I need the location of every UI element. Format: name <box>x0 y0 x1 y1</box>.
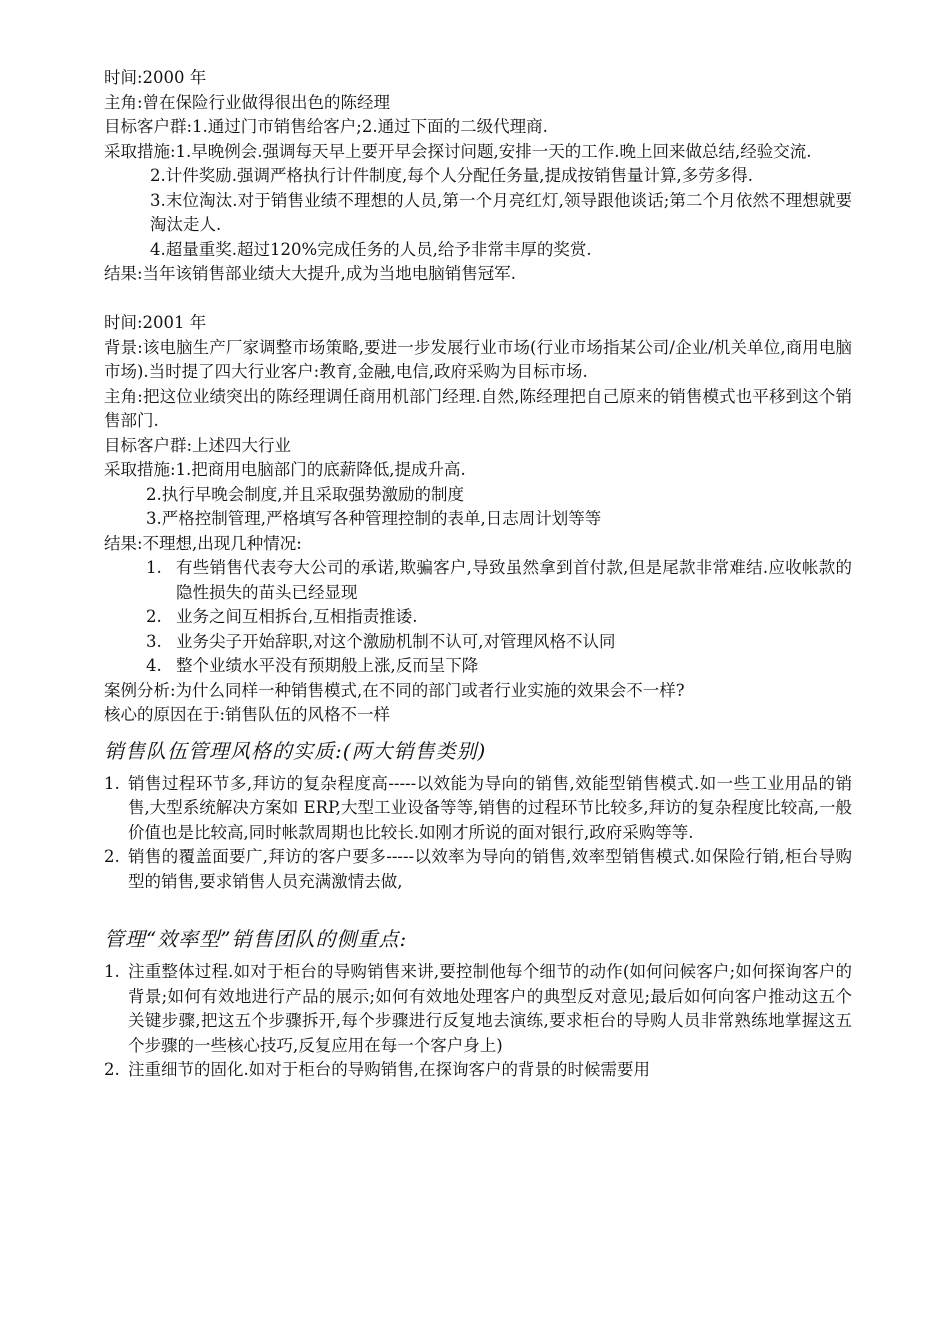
case-2000-measure-2: 2.计件奖励.强调严格执行计件制度,每个人分配任务量,提成按销售量计算,多劳多得. <box>150 166 753 185</box>
case-2001-measure-1: 采取措施:1.把商用电脑部门的底薪降低,提成升高. <box>104 460 466 479</box>
sales-type-item <box>104 772 852 846</box>
spacer <box>104 287 852 312</box>
result-item-number: 1. <box>146 558 162 577</box>
focus-point-text: 注重细节的固化.如对于柜台的导购销售,在探询客户的背景的时候需要用 <box>128 1060 650 1079</box>
case-2001-time: 时间:2001 年 <box>104 313 207 332</box>
case-2000-measure-4: 4.超量重奖.超过120%完成任务的人员,给予非常丰厚的奖赏. <box>150 239 592 259</box>
result-item-number: 2. <box>146 607 162 626</box>
sales-type-text: 销售过程环节多,拜访的复杂程度高-----以效能为导向的销售,效能型销售模式.如一些工业用品的销售,大型系统解决方案如 ERP,大型工业设备等等,销售的过程环节比较多,拜访的复杂程度比较高,一般价值也是比较高,同时帐款周期也比较长.如刚才所说的面对银行,政府采购等等. <box>128 773 852 842</box>
case-2000-measure-3: 3.末位淘汰.对于销售业绩不理想的人员,第一个月亮红灯,领导跟他谈话;第二个月依然不理想就要淘汰走人. <box>150 190 852 234</box>
case-2001-target: 目标客户群:上述四大行业 <box>104 435 292 455</box>
focus-point-item <box>104 1058 852 1083</box>
sales-type-number: 1. <box>104 773 120 793</box>
case-analysis: 案例分析:为什么同样一种销售模式,在不同的部门或者行业实施的效果会不一样? <box>104 680 685 700</box>
case-2000-target: 目标客户群:1.通过门市销售给客户;2.通过下面的二级代理商. <box>104 117 548 136</box>
focus-point-number: 1. <box>104 962 120 981</box>
result-item-number: 4. <box>146 656 162 675</box>
case-2000-protagonist: 主角:曾在保险行业做得很出色的陈经理 <box>104 92 391 112</box>
result-item-text: 业务之间互相拆台,互相指责推诿. <box>176 607 418 626</box>
focus-point-number: 2. <box>104 1060 120 1079</box>
sales-type-text: 销售的覆盖面要广,拜访的客户要多-----以效率为导向的销售,效率型销售模式.如保险行销,柜台导购型的销售,要求销售人员充满激情去做, <box>128 847 852 891</box>
result-item <box>104 605 852 630</box>
result-item-text: 业务尖子开始辞职,对这个激励机制不认可,对管理风格不认同 <box>176 631 616 651</box>
case-2001-measure-3: 3.严格控制管理,严格填写各种管理控制的表单,日志周计划等等 <box>146 509 602 528</box>
result-item <box>104 556 852 605</box>
result-item-number: 3. <box>146 631 162 651</box>
result-item <box>104 654 852 679</box>
focus-point-item <box>104 960 852 1058</box>
sales-type-number: 2. <box>104 847 120 866</box>
result-item-text: 有些销售代表夸大公司的承诺,欺骗客户,导致虽然拿到首付款,但是尾款非常难结.应收帐款的隐性损失的苗头已经显现 <box>176 558 852 602</box>
document-page <box>104 66 852 1083</box>
core-reason: 核心的原因在于:销售队伍的风格不一样 <box>104 705 391 724</box>
section-heading-efficiency-team: 管理“效率型”销售团队的侧重点: <box>104 927 408 951</box>
sales-type-item <box>104 845 852 894</box>
case-2001-result-intro: 结果:不理想,出现几种情况: <box>104 533 302 553</box>
case-2001-protagonist: 主角:把这位业绩突出的陈经理调任商用机部门经理.自然,陈经理把自己原来的销售模式也平移到这个销售部门. <box>104 386 852 430</box>
case-2000-time: 时间:2000 年 <box>104 68 207 87</box>
section-heading-sales-styles: 销售队伍管理风格的实质:(两大销售类别) <box>104 738 487 763</box>
result-item <box>104 630 852 655</box>
case-2001-measure-2: 2.执行早晚会制度,并且采取强势激励的制度 <box>146 484 464 504</box>
case-2001-background: 背景:该电脑生产厂家调整市场策略,要进一步发展行业市场(行业市场指某公司/企业/机关单位,商用电脑市场).当时提了四大行业客户:教育,金融,电信,政府采购为目标市场. <box>104 337 852 381</box>
focus-point-text: 注重整体过程.如对于柜台的导购销售来讲,要控制他每个细节的动作(如何问候客户;如何探询客户的背景;如何有效地进行产品的展示;如何有效地处理客户的典型反对意见;最后如何向客户推动这五个关键步骤,把这五个步骤拆开,每个步骤进行反复地去演练,要求柜台的导购人员非常熟练地掌握这五个步骤的一些核心技巧,反复应用在每一个客户身上) <box>128 962 852 1055</box>
result-item-text: 整个业绩水平没有预期般上涨,反而呈下降 <box>176 656 479 675</box>
case-2000-measure-1: 采取措施:1.早晚例会.强调每天早上要开早会探讨问题,安排一天的工作.晚上回来做总结,经验交流. <box>104 141 812 161</box>
case-2000-result: 结果:当年该销售部业绩大大提升,成为当地电脑销售冠军. <box>104 264 517 283</box>
